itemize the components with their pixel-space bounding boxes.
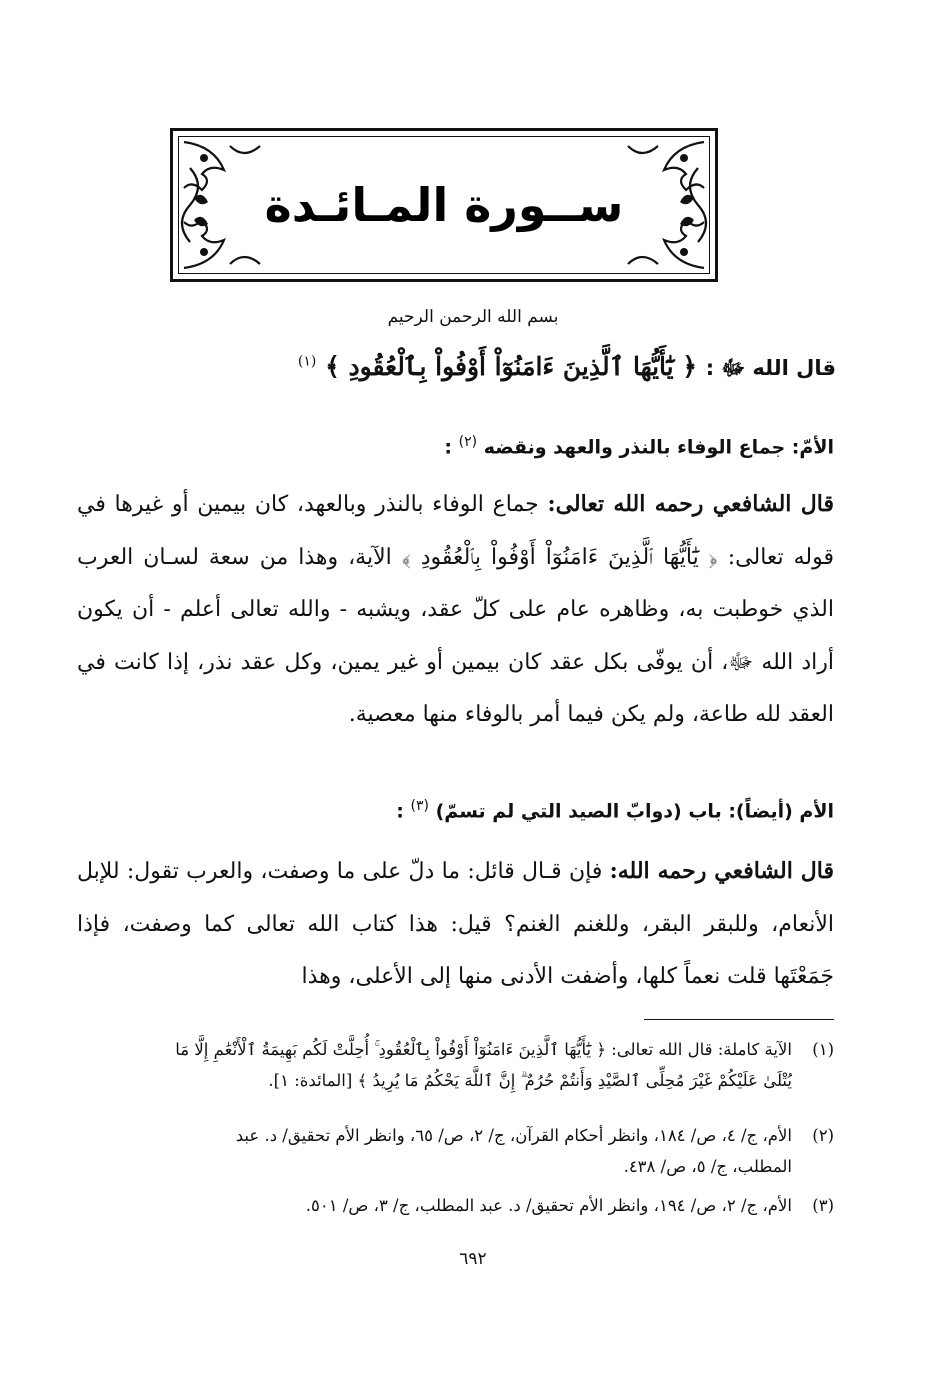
footnote-text: الأم، ج/ ٤، ص/ ١٨٤، وانظر أحكام القرآن، ج/ ٢، ص/ ٦٥، وانظر الأم تحقيق/ د. عبد [235, 1126, 792, 1145]
paragraph-body: جماع الوفاء بالنذر وبالعهد، كان بيمين أو غيرها في قوله تعالى: ﴿ يَٰٓأَيُّهَا ٱلَّذِينَ ءَامَنُوٓاْ أَوْفُواْ بِٱلْعُقُودِ ﴾ الآية، وهذا من سعة لسـان العرب الذي خوطبت به، وظاهره عام على كلّ عقد، ويشبه - والله تعالى أعلم - أن يكون أراد الله ﷻ، أن يوفّى بكل عقد كان بيمين أو غير يمين، وكل عقد نذر، إذا كانت في العقد لله طاعة، ولم يكن فيما أمر بالوفاء منها معصية. [77, 492, 835, 727]
paragraph-body: فإن قـال قائل: ما دلّ على ما وصفت، والعرب تقول: للإبل الأنعام، وللبقر البقر، وللغنم الغنم؟ قيل: هذا كتاب الله تعالى كما وصفت، فإذا جَمَعْتَها قلت نعماً كلها، وأضفت الأدنى منها إلى الأعلى، وهذا [77, 859, 834, 989]
footnote [75, 1120, 834, 1182]
section-heading [60, 798, 834, 822]
basmala: بسم الله الرحمن الرحيم [387, 307, 559, 327]
paragraph [77, 845, 834, 1004]
footnote [75, 1190, 834, 1221]
footnote-number: (٣) [812, 1196, 834, 1215]
footnote-number: (١) [812, 1040, 834, 1059]
footnote [75, 1034, 834, 1096]
surah-title: ســورة المـائـدة [264, 178, 624, 232]
page-number: ٦٩٢ [459, 1249, 487, 1269]
footnote-text: الآية كاملة: قال الله تعالى: ﴿ يَٰٓأَيُّهَا ٱلَّذِينَ ءَامَنُوٓاْ أَوْفُواْ بِٱلْعُقُودِ ۚ أُحِلَّتْ لَكُم بَهِيمَةُ ٱلْأَنْعَٰمِ إِلَّا مَا [175, 1040, 792, 1059]
footnote-ref: (١) [297, 353, 317, 370]
footnote-divider [644, 1019, 834, 1020]
footnote-ref: (٣) [410, 798, 429, 814]
footnote-text: المطلب، ج/ ٥، ص/ ٤٣٨. [623, 1157, 792, 1176]
verse-heading-label: قال الله ﷻ : [705, 356, 836, 380]
section-heading-text: الأمّ: جماع الوفاء بالنذر والعهد ونقضه [483, 436, 834, 459]
section-heading-colon: : [444, 436, 452, 459]
verse-heading-text: ﴿ يَٰٓأَيُّهَا ٱلَّذِينَ ءَامَنُوٓاْ أَوْفُواْ بِٱلْعُقُودِ ﴾ [325, 352, 697, 381]
section-heading-text: الأم (أيضاً): باب (دوابّ الصيد التي لم تسمّ) [435, 800, 834, 823]
section-heading-colon: : [396, 800, 404, 823]
footnote-ref: (٢) [458, 434, 478, 450]
paragraph-lead: قال الشافعي رحمه الله: [609, 858, 835, 884]
footnote-text: يُتْلَىٰ عَلَيْكُمْ غَيْرَ مُحِلِّى ٱلصَّيْدِ وَأَنتُمْ حُرُمٌ ۗ إِنَّ ٱللَّهَ يَحْكُمُ مَا يُرِيدُ ﴾ [المائدة: ١]. [268, 1071, 792, 1090]
footnote-number: (٢) [812, 1126, 834, 1145]
verse-heading [60, 352, 836, 386]
footnote-text: الأم، ج/ ٢، ص/ ١٩٤، وانظر الأم تحقيق/ د. عبد المطلب، ج/ ٣، ص/ ٥٠١. [305, 1196, 792, 1215]
paragraph-lead: قال الشافعي رحمه الله تعالى: [547, 491, 834, 517]
paragraph [77, 478, 834, 742]
section-heading [60, 434, 834, 458]
surah-title-frame [170, 128, 718, 282]
